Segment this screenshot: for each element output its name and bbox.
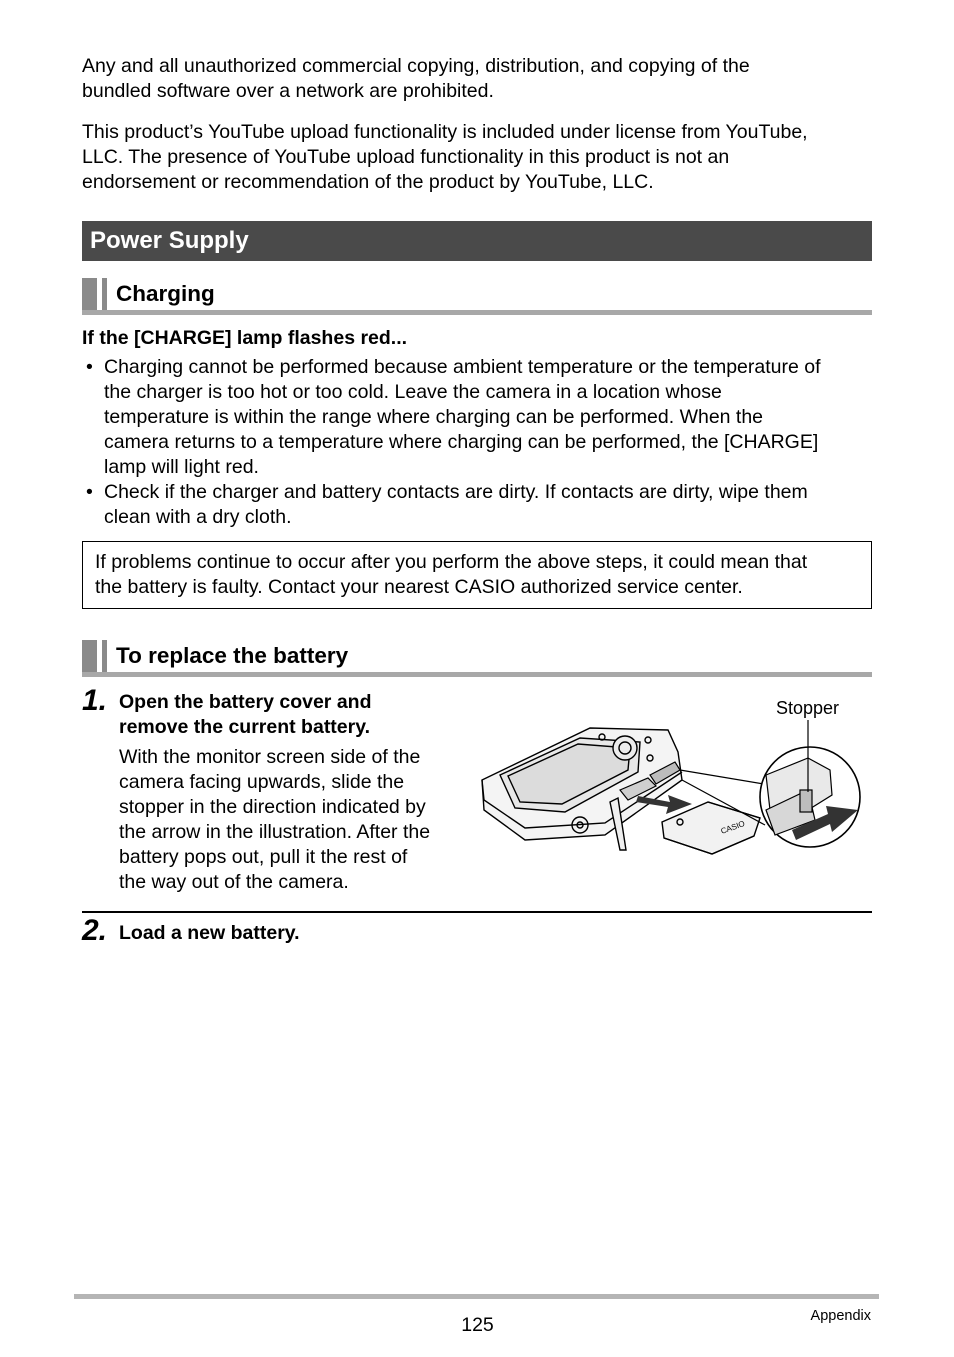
subheading-title: To replace the battery [116, 643, 349, 668]
text-line: battery pops out, pull it the rest of [119, 846, 408, 868]
text-line: LLC. The presence of YouTube upload functionality in this product is not an [82, 146, 730, 168]
text-line: Check if the charger and battery contacts are dirty. If contacts are dirty, wipe them [104, 481, 808, 503]
text-line: Open the battery cover and [119, 691, 372, 713]
bullet-glyph: • [86, 356, 93, 378]
text-line: stopper in the direction indicated by [119, 796, 426, 818]
text-line: bundled software over a network are prohibited. [82, 80, 494, 102]
step-1-title [119, 690, 371, 740]
lamp-heading: If the [CHARGE] lamp flashes red... [82, 327, 408, 349]
list-item [82, 355, 872, 480]
intro-paragraph-2 [82, 120, 882, 195]
text-line: temperature is within the range where charging can be performed. When the [104, 406, 764, 428]
stopper-label: Stopper [776, 698, 840, 718]
text-line: Any and all unauthorized commercial copying, distribution, and copying of the [82, 55, 750, 77]
heading-marker [102, 640, 107, 672]
text-line: If problems continue to occur after you perform the above steps, it could mean that [95, 551, 808, 573]
text-line: the charger is too hot or too cold. Leave the camera in a location whose [104, 381, 722, 403]
step-2-title: Load a new battery. [119, 922, 300, 944]
heading-marker [82, 640, 97, 672]
page-number: 125 [461, 1314, 494, 1336]
subheading-title: Charging [116, 281, 215, 306]
text-line: With the monitor screen side of the [119, 746, 421, 768]
section-heading-power-supply: Power Supply [82, 221, 872, 261]
step-1-body [119, 745, 459, 895]
text-line: endorsement or recommendation of the product by YouTube, LLC. [82, 171, 654, 193]
footer-rule [74, 1294, 879, 1299]
step-divider [82, 911, 872, 913]
text-line: remove the current battery. [119, 716, 371, 738]
heading-marker [102, 278, 107, 310]
battery-brand-label: CASIO [719, 818, 747, 836]
subheading-replace-battery [82, 636, 872, 677]
note-box [82, 541, 872, 609]
text-line: Charging cannot be performed because ambient temperature or the temperature of [104, 356, 821, 378]
subheading-charging [82, 274, 872, 315]
text-line: the way out of the camera. [119, 871, 349, 893]
heading-marker [82, 278, 97, 310]
text-line: lamp will light red. [104, 456, 259, 478]
step-number-1: 1. [82, 684, 108, 717]
step-number-2: 2. [82, 914, 108, 947]
detail-zoom [760, 747, 860, 847]
battery-replacement-illustration [470, 690, 870, 860]
list-item [82, 480, 872, 530]
text-line: This product’s YouTube upload functionality is included under license from YouTube, [82, 121, 808, 143]
charging-bullet-list [82, 355, 872, 530]
intro-paragraph-1 [82, 54, 882, 104]
text-line: the arrow in the illustration. After the [119, 821, 431, 843]
text-line: the battery is faulty. Contact your nearest CASIO authorized service center. [95, 576, 743, 598]
text-line: camera returns to a temperature where charging can be performed, the [CHARGE] [104, 431, 819, 453]
bullet-glyph: • [86, 481, 93, 503]
text-line: camera facing upwards, slide the [119, 771, 405, 793]
text-line: clean with a dry cloth. [104, 506, 292, 528]
footer-section-label: Appendix [810, 1308, 871, 1324]
